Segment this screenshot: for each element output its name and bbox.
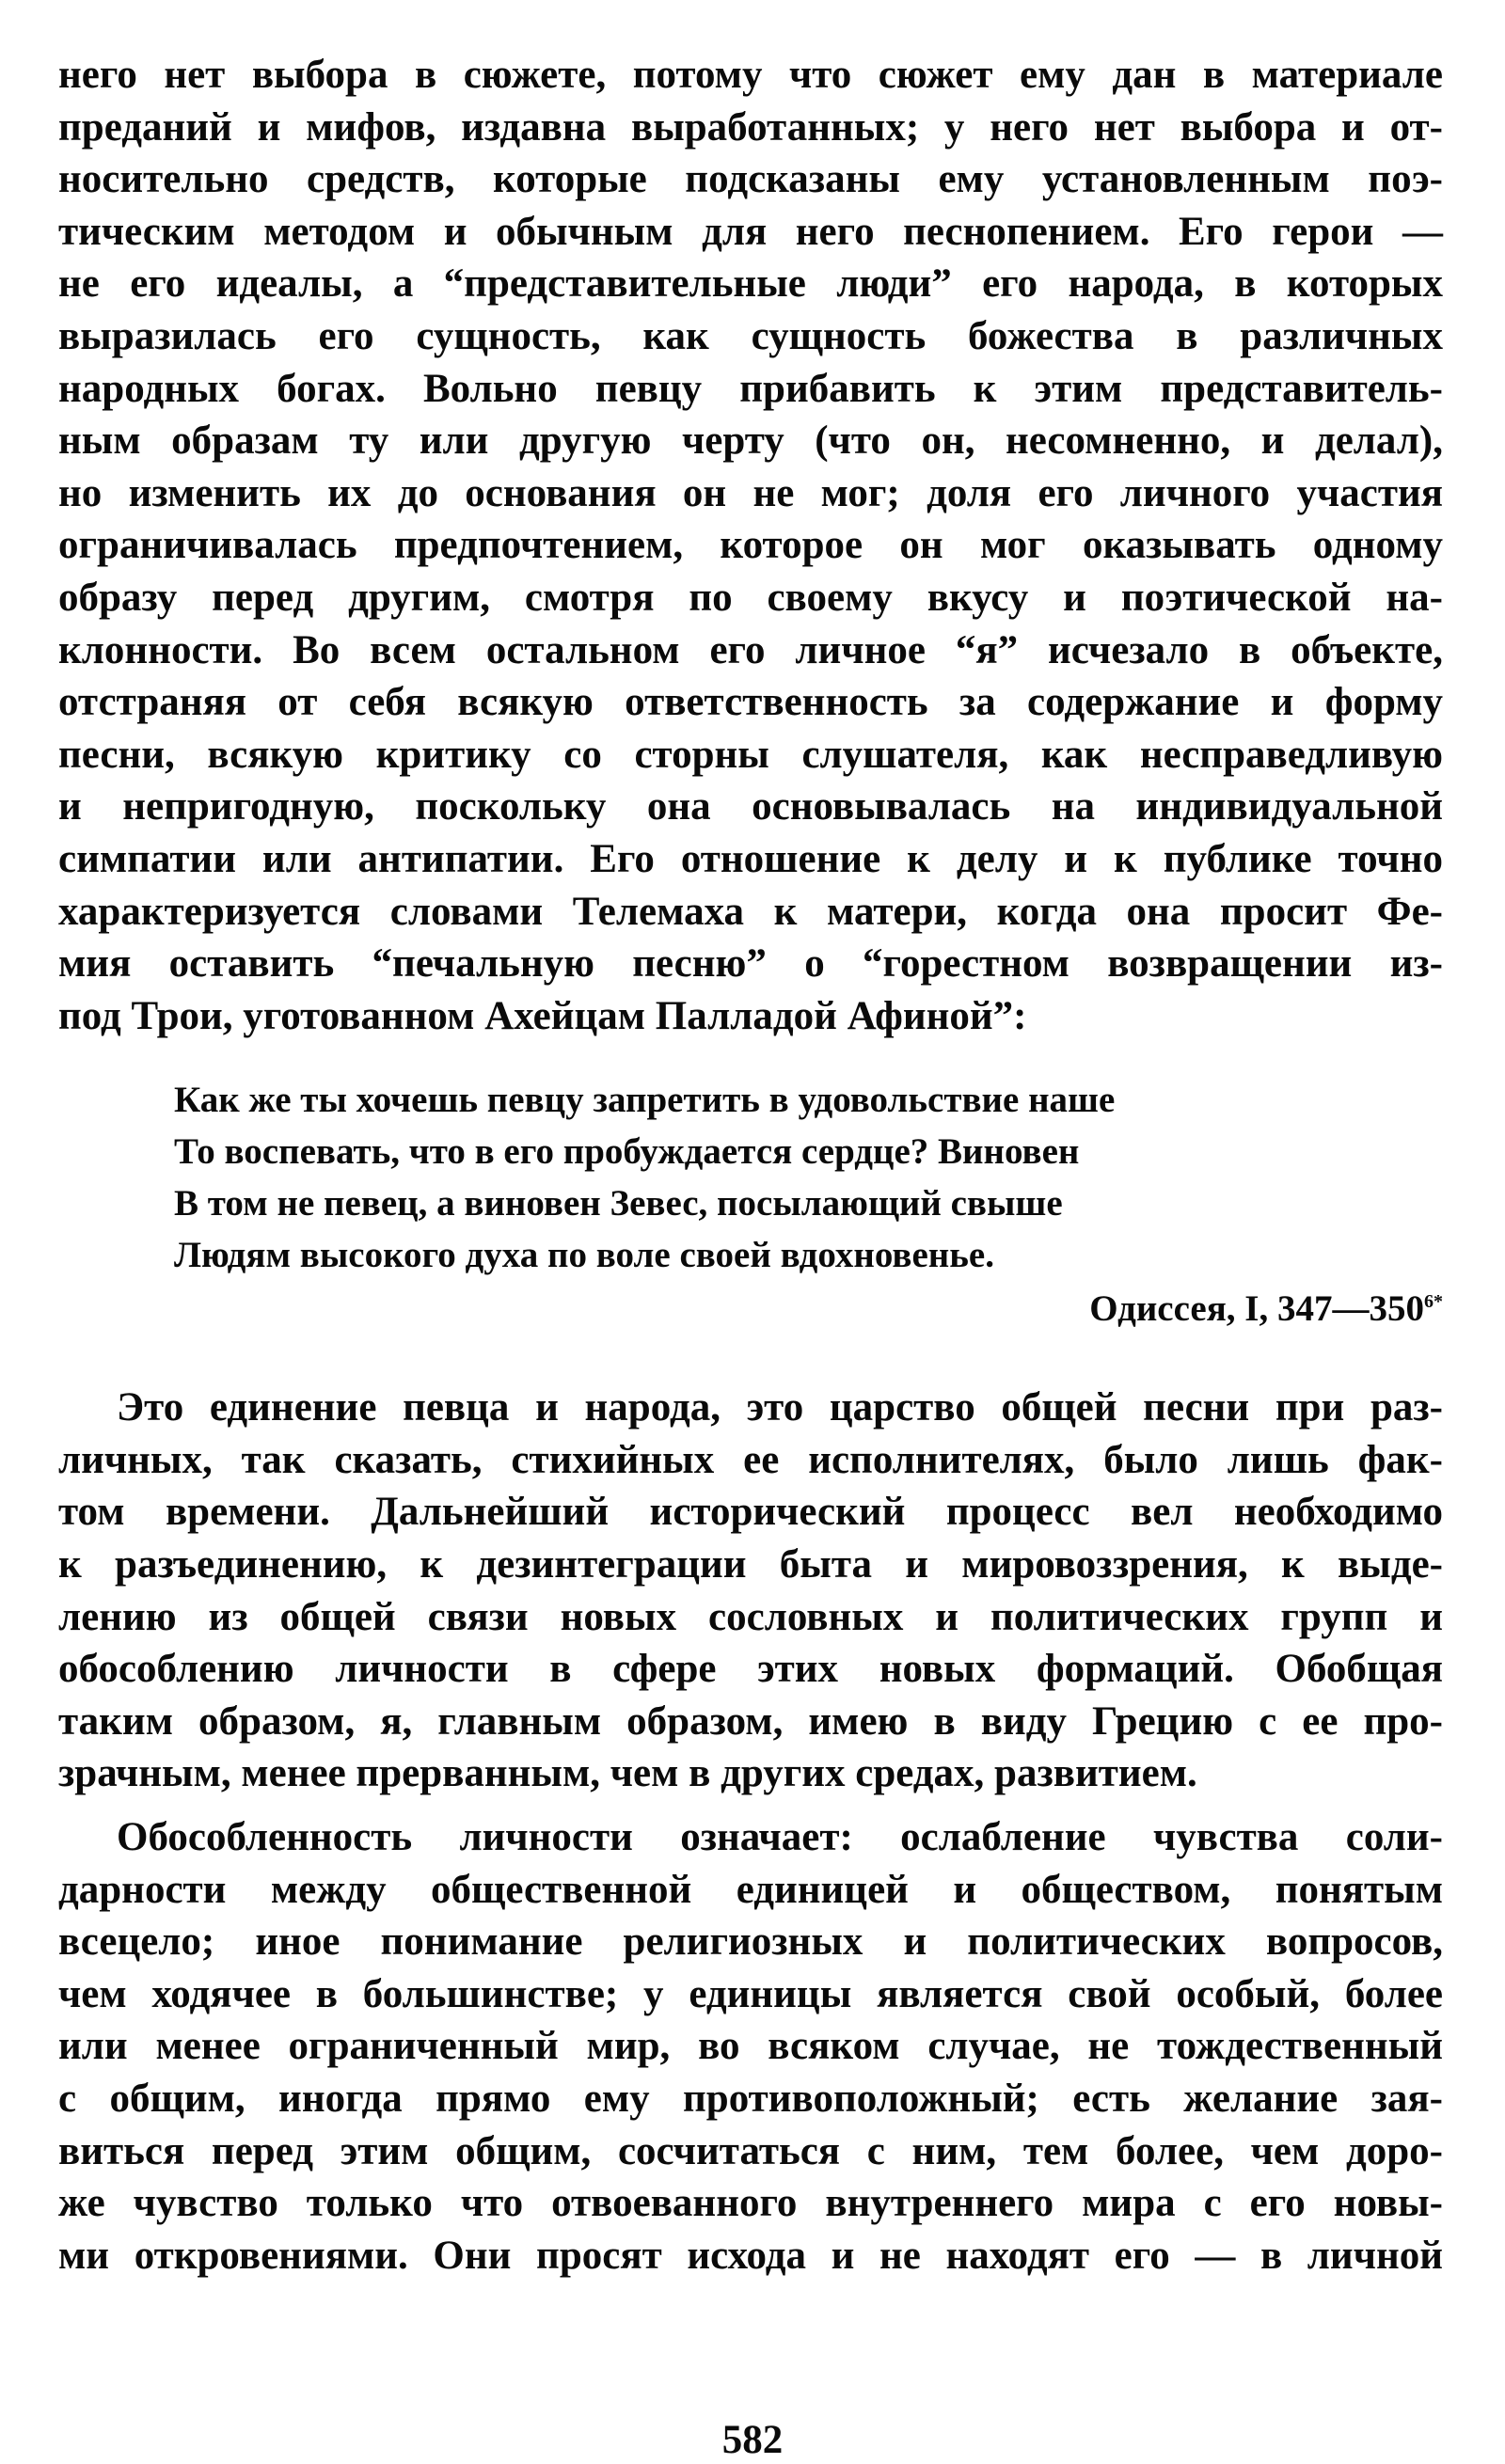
verse-line: В том не певец, а виновен Зевес, посылающий свыше <box>174 1183 1063 1224</box>
text-line: или менее ограниченный мир, во всяком случае, не тождественный <box>58 2024 1443 2069</box>
verse-line: Как же ты хочешь певцу запретить в удовольствие наше <box>174 1080 1116 1121</box>
text-line: личных, так сказать, стихийных ее исполнителях, было лишь фак- <box>58 1437 1443 1482</box>
text-line: народных богах. Вольно певцу прибавить к этим представитель- <box>58 366 1443 411</box>
text-line: ми откровениями. Они просят исхода и не находят его — в личной <box>58 2233 1443 2278</box>
verse-line: То воспевать, что в его пробуждается сердце? Виновен <box>174 1131 1080 1173</box>
text-line: песни, всякую критику со сторны слушателя, как несправедливую <box>58 732 1443 777</box>
text-line: лению из общей связи новых сословных и политических групп и <box>58 1594 1443 1639</box>
text-line: таким образом, я, главным образом, имею в виду Грецию с ее про- <box>58 1698 1443 1744</box>
text-line: всецело; иное понимание религиозных и политических вопросов, <box>58 1919 1443 1965</box>
text-line: с общим, иногда прямо ему противоположный; есть желание зая- <box>58 2077 1443 2121</box>
page-body <box>58 49 1443 2282</box>
text-line: Это единение певца и народа, это царство общей песни при раз- <box>117 1385 1443 1430</box>
text-line: чем ходячее в большинстве; у единицы является свой особый, более <box>58 1971 1443 2016</box>
text-line: выразилась его сущность, как сущность божества в различных <box>58 313 1443 358</box>
text-line: него нет выбора в сюжете, потому что сюжет ему дан в материале <box>58 53 1443 97</box>
text-line: тическим методом и обычным для него песнопением. Его герои — <box>58 209 1443 254</box>
text-line: обособлению личности в сфере этих новых формаций. Обобщая <box>58 1647 1443 1692</box>
paragraph-2 <box>58 1382 1443 1800</box>
text-line: под Трои, уготованном Ахейцам Палладой Афиной”: <box>58 993 1027 1038</box>
text-line: дарности между общественной единицей и обществом, понятым <box>58 1867 1443 1912</box>
text-line: отстраняя от себя всякую ответственность за содержание и форму <box>58 680 1443 725</box>
verse-quote <box>58 1074 1443 1335</box>
text-line: образу перед другим, смотря по своему вкусу и поэтической на- <box>58 575 1443 620</box>
paragraph-1 <box>58 49 1443 1042</box>
text-line: клонности. Во всем остальном его личное “я” исчезало в объекте, <box>58 627 1443 672</box>
text-line: но изменить их до основания он не мог; доля его личного участия <box>58 470 1443 515</box>
text-line: ным образам ту или другую черту (что он, несомненно, и делал), <box>58 419 1443 464</box>
paragraph-3 <box>58 1811 1443 2282</box>
citation-text: Одиссея, I, 347—350 <box>1089 1288 1424 1330</box>
text-line: Обособленность личности означает: ослабление чувства соли- <box>117 1815 1443 1860</box>
verse-line: Людям высокого духа по воле своей вдохновенье. <box>174 1235 994 1276</box>
text-line: симпатии или антипатии. Его отношение к делу и к публике точно <box>58 836 1443 881</box>
text-line: ограничивалась предпочтением, которое он мог оказывать одному <box>58 523 1443 568</box>
text-line: том времени. Дальнейший исторический процесс вел необходимо <box>58 1490 1443 1535</box>
text-line: носительно средств, которые подсказаны ему установленным поэ- <box>58 157 1443 202</box>
text-line: мия оставить “печальную песню” о “горестном возвращении из- <box>58 941 1443 987</box>
text-line: виться перед этим общим, сосчитаться с ним, тем более, чем доро- <box>58 2128 1443 2173</box>
footnote-marker: 6* <box>1424 1291 1443 1313</box>
text-line: к разъединению, к дезинтеграции быта и мировоззрения, к выде- <box>58 1542 1443 1587</box>
verse-citation <box>174 1283 1443 1335</box>
text-line: же чувство только что отвоеванного внутреннего мира с его новы- <box>58 2181 1443 2226</box>
text-line: характеризуется словами Телемаха к матери, когда она просит Фе- <box>58 889 1443 934</box>
text-line: зрачным, менее прерванным, чем в других средах, развитием. <box>58 1751 1197 1796</box>
text-line: преданий и мифов, издавна выработанных; у него нет выбора и от- <box>58 104 1443 150</box>
text-line: и непригодную, поскольку она основывалась на индивидуальной <box>58 784 1443 829</box>
text-line: не его идеалы, а “представительные люди” его народа, в которых <box>58 261 1443 307</box>
page-number: 582 <box>721 2418 784 2462</box>
